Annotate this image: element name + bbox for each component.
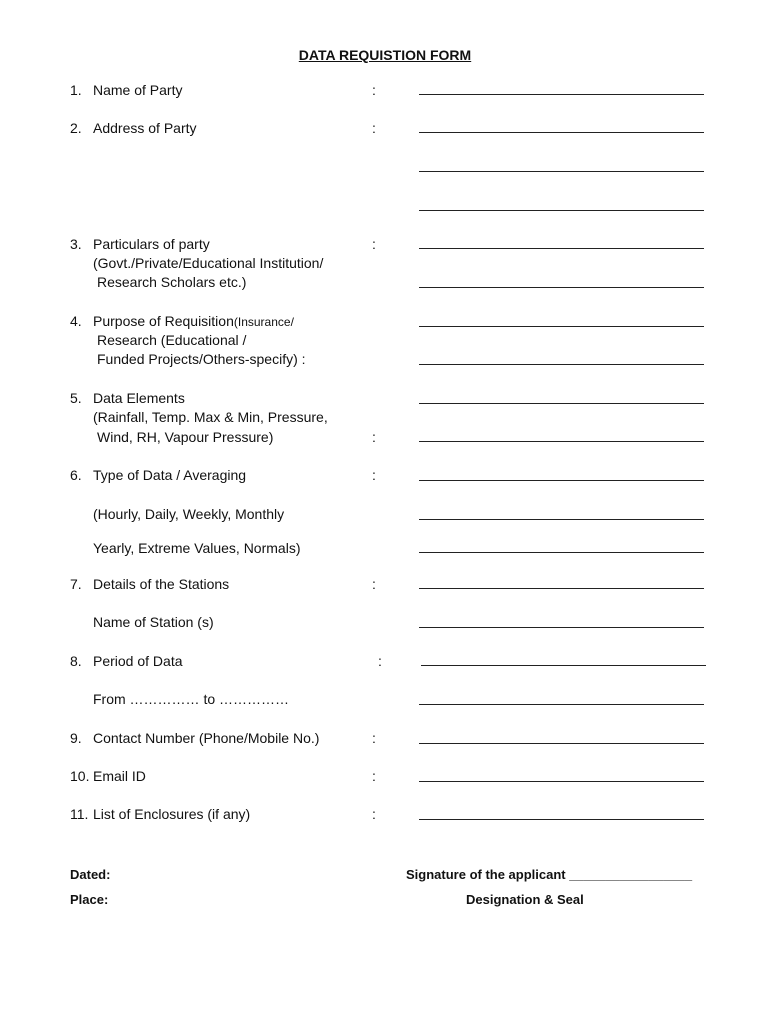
period-of-data-field[interactable] — [421, 665, 706, 666]
item-label-email-id: Email ID — [93, 768, 146, 784]
item-sublabel: Wind, RH, Vapour Pressure) — [97, 429, 274, 445]
signature-label: Signature of the applicant _________________ — [406, 867, 693, 882]
item-number: 2. — [70, 120, 82, 136]
particulars-field-line-2[interactable] — [419, 287, 704, 288]
colon: : — [372, 120, 376, 136]
colon: : — [372, 467, 376, 483]
contact-number-field[interactable] — [419, 743, 704, 744]
item-sublabel: (Hourly, Daily, Weekly, Monthly — [93, 506, 285, 522]
name-of-party-field[interactable] — [419, 94, 704, 95]
item-label-period-of-data: Period of Data — [93, 653, 183, 669]
item-number: 5. — [70, 390, 82, 406]
item-number: 9. — [70, 730, 82, 746]
item-sublabel: Research Scholars etc.) — [97, 274, 247, 290]
station-details-field[interactable] — [419, 588, 704, 589]
address-field-line-2[interactable] — [419, 171, 704, 172]
colon: : — [372, 806, 376, 822]
enclosures-field[interactable] — [419, 819, 704, 820]
dated-label: Dated: — [70, 867, 111, 882]
item-number: 4. — [70, 313, 82, 329]
station-name-field[interactable] — [419, 627, 704, 628]
item-sublabel: (Govt./Private/Educational Institution/ — [93, 255, 324, 271]
item-label-name-of-party: Name of Party — [93, 82, 183, 98]
item-label-contact-number: Contact Number (Phone/Mobile No.) — [93, 730, 320, 746]
item-number: 6. — [70, 467, 82, 483]
place-label: Place: — [70, 892, 109, 907]
item-label-address-of-party: Address of Party — [93, 120, 197, 136]
item-sublabel: Name of Station (s) — [93, 614, 214, 630]
colon: : — [372, 730, 376, 746]
item-number: 7. — [70, 576, 82, 592]
purpose-field-line-1[interactable] — [419, 326, 704, 327]
period-from-to-field[interactable] — [419, 704, 704, 705]
purpose-label-main: Purpose of Requisition — [93, 313, 234, 329]
item-sublabel: Research (Educational / — [97, 332, 247, 348]
colon: : — [372, 576, 376, 592]
type-of-data-field-line-1[interactable] — [419, 480, 704, 481]
item-label-purpose-of-requisition — [93, 313, 294, 330]
item-number: 1. — [70, 82, 82, 98]
item-number: 10. — [70, 768, 90, 784]
data-elements-field-line-1[interactable] — [419, 403, 704, 404]
purpose-field-line-2[interactable] — [419, 364, 704, 365]
item-sublabel: (Rainfall, Temp. Max & Min, Pressure, — [93, 409, 328, 425]
form-title: DATA REQUISTION FORM — [298, 47, 472, 63]
item-label-details-of-stations: Details of the Stations — [93, 576, 230, 592]
particulars-field-line-1[interactable] — [419, 248, 704, 249]
item-label-list-of-enclosures: List of Enclosures (if any) — [93, 806, 251, 822]
colon: : — [372, 82, 376, 98]
email-id-field[interactable] — [419, 781, 704, 782]
address-field-line-1[interactable] — [419, 132, 704, 133]
item-sublabel: Funded Projects/Others-specify) : — [97, 351, 306, 367]
purpose-label-small: (Insurance/ — [233, 315, 294, 329]
colon: : — [372, 429, 376, 445]
type-of-data-field-line-2[interactable] — [419, 519, 704, 520]
item-label-data-elements: Data Elements — [93, 390, 185, 406]
item-number: 11. — [70, 806, 89, 822]
designation-seal-label: Designation & Seal — [466, 892, 584, 907]
item-number: 8. — [70, 653, 82, 669]
period-from-to-label: From …………… to …………… — [93, 691, 290, 707]
colon: : — [372, 236, 376, 252]
item-label-particulars-of-party: Particulars of party — [93, 236, 210, 252]
address-field-line-3[interactable] — [419, 210, 704, 211]
item-label-type-of-data: Type of Data / Averaging — [93, 467, 247, 483]
type-of-data-field-line-3[interactable] — [419, 552, 704, 553]
colon: : — [378, 653, 382, 669]
data-elements-field-line-2[interactable] — [419, 441, 704, 442]
colon: : — [372, 768, 376, 784]
item-sublabel: Yearly, Extreme Values, Normals) — [93, 540, 301, 556]
item-number: 3. — [70, 236, 82, 252]
